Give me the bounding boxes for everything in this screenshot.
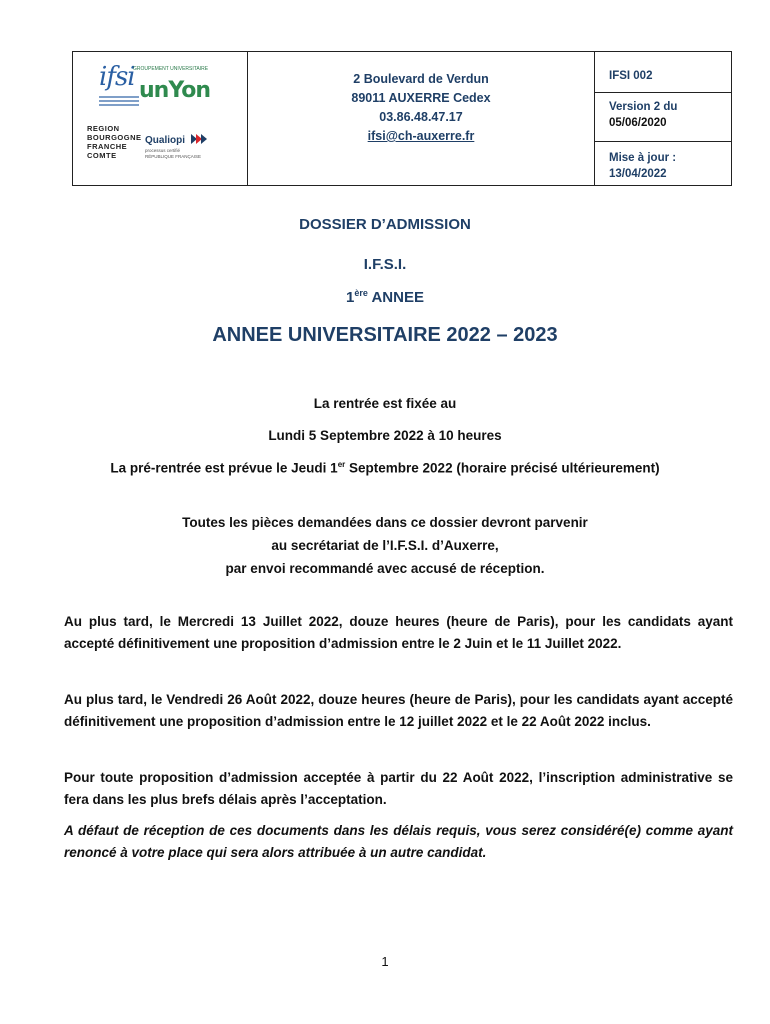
address-email-link[interactable]: ifsi@ch-auxerre.fr xyxy=(367,129,475,143)
rentree-line-2: Lundi 5 Septembre 2022 à 10 heures xyxy=(268,428,502,443)
ifsi-logo: ifsi xyxy=(85,58,129,108)
pieces-line-2: au secrétariat de l’I.F.S.I. d’Auxerre, xyxy=(271,538,499,553)
deadline-paragraph-3: Pour toute proposition d’admission acceptée à partir du 22 Août 2022, l’inscription administrative se fera dans les plus brefs délais après l’acceptation. xyxy=(64,770,733,807)
rentree-line-1: La rentrée est fixée au xyxy=(313,396,457,411)
address-cell xyxy=(248,52,595,185)
pre-rentree-line: La pré-rentrée est prévue le Jeudi 1er Septembre 2022 (horaire précisé ultérieurement) xyxy=(110,460,660,476)
qualiopi-logo: Qualiopi processus certifié RÉPUBLIQUE FRANÇAISE xyxy=(145,130,207,160)
reference-cell xyxy=(595,52,731,185)
warning-paragraph: A défaut de réception de ces documents dans les délais requis, vous serez considéré(e) comme ayant renoncé à votre place qui sera alors attribuée à un autre candidat. xyxy=(64,823,733,860)
address-city: 89011 AUXERRE Cedex xyxy=(351,91,491,105)
univ-logo: GROUPEMENT UNIVERSITAIRE unYon xyxy=(133,66,211,103)
qualiopi-arrows-icon xyxy=(191,134,207,144)
logos-cell xyxy=(73,52,248,185)
deadline-paragraph-1: Au plus tard, le Mercredi 13 Juillet 2022, douze heures (heure de Paris), pour les candidats ayant accepté définitivement une proposition d’admission entre le 2 Juin et le 11 Juillet 2022. xyxy=(64,614,733,651)
region-logo: REGION BOURGOGNE FRANCHE COMTE xyxy=(87,124,142,160)
deadline-paragraph-2: Au plus tard, le Vendredi 26 Août 2022, douze heures (heure de Paris), pour les candidats ayant accepté définitivement une proposition d’admission entre le 12 juillet 2022 et le 22 Août 2022 inclus. xyxy=(64,692,733,729)
pieces-line-1: Toutes les pièces demandées dans ce dossier devront parvenir xyxy=(182,515,588,530)
pieces-line-3: par envoi recommandé avec accusé de réception. xyxy=(225,561,545,576)
document-version: Version 2 du 05/06/2020 xyxy=(595,93,731,142)
header-table xyxy=(72,51,732,186)
document-update: Mise à jour : 13/04/2022 xyxy=(609,152,677,180)
annee-title: 1ère ANNEE xyxy=(346,288,424,306)
address-phone: 03.86.48.47.17 xyxy=(379,110,463,124)
ifsi-title: I.F.S.I. xyxy=(363,256,407,273)
dossier-title: DOSSIER D’ADMISSION xyxy=(299,216,471,233)
document-code: IFSI 002 xyxy=(595,70,731,93)
page-number: 1 xyxy=(381,954,389,969)
address-street: 2 Boulevard de Verdun xyxy=(353,72,489,86)
annee-universitaire-title: ANNEE UNIVERSITAIRE 2022 – 2023 xyxy=(212,324,558,346)
